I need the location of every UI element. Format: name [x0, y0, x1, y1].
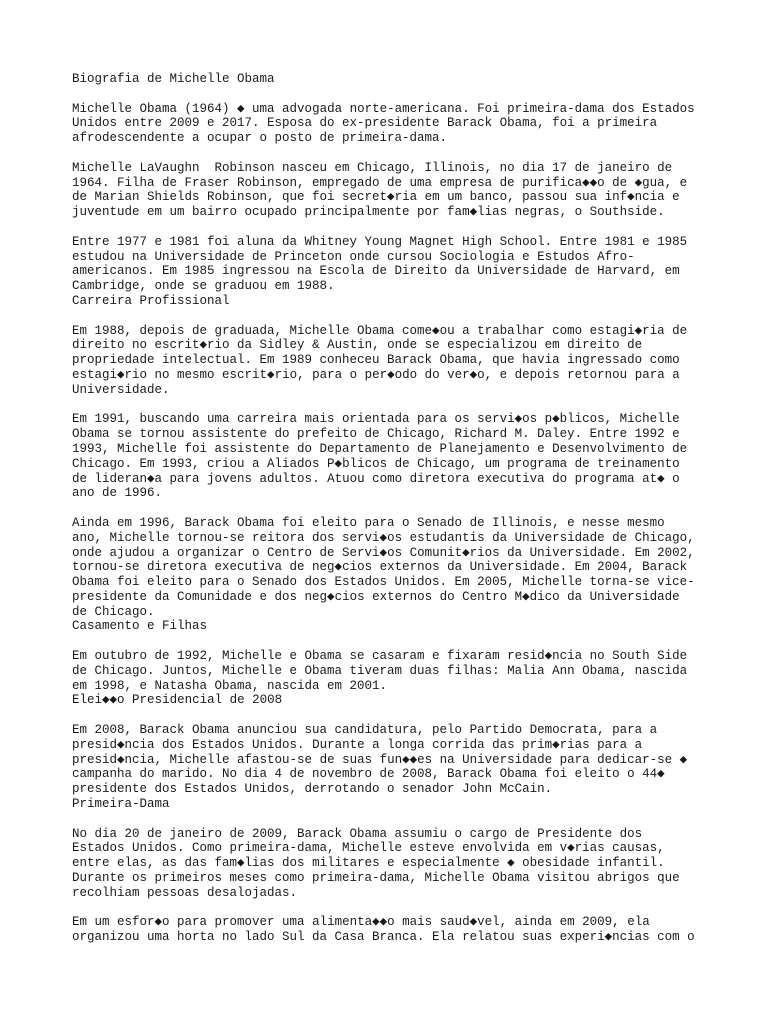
document-line: onde ajudou a organizar o Centro de Servi◆os Comunit◆rios da Universidade. Em 2002,: [72, 545, 695, 560]
document-line: tornou-se diretora executiva de neg◆cios externos da Universidade. Em 2004, Barack: [72, 560, 688, 575]
document-line: propriedade intelectual. Em 1989 conheceu Barack Obama, que havia ingressado como: [72, 353, 680, 368]
document-line: Chicago. Em 1993, criou a Aliados P◆blicos de Chicago, um programa de treinamento: [72, 456, 680, 471]
document-line: [72, 220, 708, 235]
document-line: juventude em um bairro ocupado principalmente por fam◆lias negras, o Southside.: [72, 205, 665, 220]
document-line: estagi◆rio no mesmo escrit◆rio, para o per◆odo do ver◆o, e depois retornou para a: [72, 367, 680, 382]
document-line: No dia 20 de janeiro de 2009, Barack Obama assumiu o cargo de Presidente dos: [72, 826, 643, 841]
document-line: presid◆ncia, Michelle afastou-se de suas fun◆◆es na Universidade para dedicar-se ◆: [72, 752, 688, 767]
document-line: Durante os primeiros meses como primeira-dama, Michelle Obama visitou abrigos que: [72, 871, 680, 886]
document-line: Em um esfor◆o para promover uma alimenta◆◆o mais saud◆vel, ainda em 2009, ela: [72, 915, 650, 930]
document-line: presidente dos Estados Unidos, derrotando o senador John McCain.: [72, 782, 553, 797]
document-line: afrodescendente a ocupar o posto de primeira-dama.: [72, 131, 448, 146]
document-line: 1964. Filha de Fraser Robinson, empregado de uma empresa de purifica◆◆o de ◆gua, e: [72, 175, 688, 190]
document-line: estudou na Universidade de Princeton onde cursou Sociologia e Estudos Afro-: [72, 249, 635, 264]
document-line: Biografia de Michelle Obama: [72, 72, 275, 86]
document-line: [72, 708, 708, 723]
document-line: ano, Michelle tornou-se reitora dos servi◆os estudantis da Universidade de Chicago,: [72, 530, 695, 545]
document-line: Michelle LaVaughn Robinson nasceu em Chicago, Illinois, no dia 17 de janeiro de: [72, 160, 673, 175]
document-body: [72, 72, 708, 945]
document-line: Universidade.: [72, 382, 170, 397]
document-line: Unidos entre 2009 e 2017. Esposa do ex-presidente Barack Obama, foi a primeira: [72, 116, 658, 131]
document-line: Casamento e Filhas: [72, 619, 208, 634]
document-line: presid◆ncia dos Estados Unidos. Durante a longa corrida das prim◆rias para a: [72, 737, 643, 752]
document-line: entre elas, as das fam◆lias dos militares e especialmente ◆ obesidade infantil.: [72, 856, 665, 871]
document-line: Obama se tornou assistente do prefeito de Chicago, Richard M. Daley. Entre 1992 e: [72, 427, 680, 442]
document-line: recolhiam pessoas desalojadas.: [72, 885, 298, 900]
document-line: Em 1988, depois de graduada, Michelle Obama come◆ou a trabalhar como estagi◆ria de: [72, 323, 688, 338]
document-line: 1993, Michelle foi assistente do Departamento de Planejamento e Desenvolvimento de: [72, 441, 688, 456]
document-line: [72, 398, 708, 413]
document-line: [72, 146, 708, 161]
document-line: Entre 1977 e 1981 foi aluna da Whitney Young Magnet High School. Entre 1981 e 1985: [72, 234, 688, 249]
document-line: de Marian Shields Robinson, que foi secret◆ria em um banco, passou sua inf◆ncia e: [72, 190, 680, 205]
document-line: americanos. Em 1985 ingressou na Escola de Direito da Universidade de Harvard, em: [72, 264, 680, 279]
document-line: organizou uma horta no lado Sul da Casa Branca. Ela relatou suas experi◆ncias com o: [72, 930, 695, 945]
document-line: Elei◆◆o Presidencial de 2008: [72, 693, 283, 708]
document-line: Em 1991, buscando uma carreira mais orientada para os servi◆os p◆blicos, Michelle: [72, 412, 680, 427]
document-line: Michelle Obama (1964) ◆ uma advogada norte-americana. Foi primeira-dama dos Estados: [72, 101, 695, 116]
document-line: Obama foi eleito para o Senado dos Estados Unidos. Em 2005, Michelle torna-se vice-: [72, 575, 695, 590]
document-line: [72, 309, 708, 324]
document-line: Primeira-Dama: [72, 797, 170, 812]
document-line: presidente da Comunidade e dos neg◆cios externos do Centro M◆dico da Universidade: [72, 589, 680, 604]
document-line: de lideran◆a para jovens adultos. Atuou como diretora executiva do programa at◆ o: [72, 471, 680, 486]
document-line: [72, 901, 708, 916]
document-line: Carreira Profissional: [72, 293, 230, 308]
document-line: Em outubro de 1992, Michelle e Obama se casaram e fixaram resid◆ncia no South Side: [72, 649, 688, 664]
document-line: [72, 634, 708, 649]
document-line: Estados Unidos. Como primeira-dama, Michelle esteve envolvida em v◆rias causas,: [72, 841, 665, 856]
document-line: direito no escrit◆rio da Sidley & Austin, onde se especializou em direito de: [72, 338, 643, 353]
document-line: em 1998, e Natasha Obama, nascida em 2001.: [72, 678, 388, 693]
document-line: [72, 501, 708, 516]
document-line: Em 2008, Barack Obama anunciou sua candidatura, pelo Partido Democrata, para a: [72, 723, 658, 738]
document-line: [72, 87, 708, 102]
document-line: de Chicago. Juntos, Michelle e Obama tiveram duas filhas: Malia Ann Obama, nascida: [72, 663, 688, 678]
document-line: Cambridge, onde se graduou em 1988.: [72, 279, 335, 294]
document-line: Ainda em 1996, Barack Obama foi eleito para o Senado de Illinois, e nesse mesmo: [72, 515, 665, 530]
document-line: campanha do marido. No dia 4 de novembro de 2008, Barack Obama foi eleito o 44◆: [72, 767, 665, 782]
document-line: ano de 1996.: [72, 486, 163, 501]
document-line: [72, 812, 708, 827]
document-line: de Chicago.: [72, 604, 155, 619]
